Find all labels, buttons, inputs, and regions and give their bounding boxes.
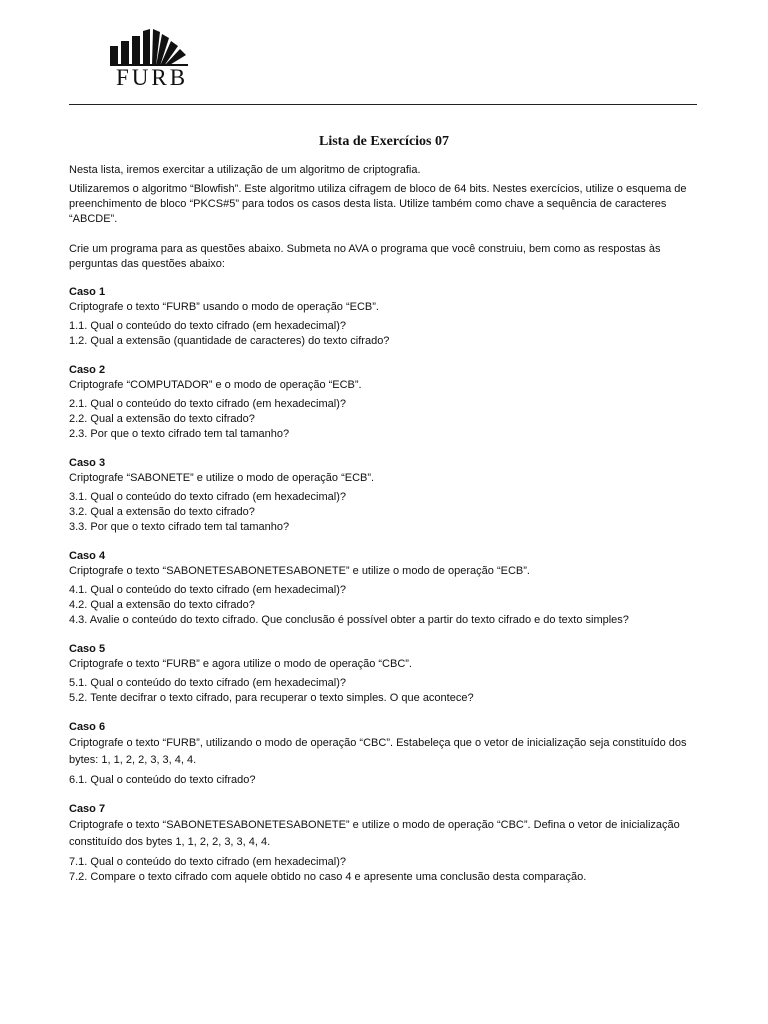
question: 1.1. Qual o conteúdo do texto cifrado (em hexadecimal)? bbox=[69, 320, 346, 332]
case-description: Criptografe “COMPUTADOR” e o modo de operação “ECB”. bbox=[69, 379, 362, 391]
furb-logo bbox=[104, 28, 200, 90]
question: 5.1. Qual o conteúdo do texto cifrado (em hexadecimal)? bbox=[69, 677, 346, 689]
intro-paragraph-3: Crie um programa para as questões abaixo. Submeta no AVA o programa que você construiu, bem como as respostas às perguntas das questões abaixo: bbox=[69, 243, 661, 270]
case-title: Caso 7 bbox=[69, 803, 106, 815]
question: 7.1. Qual o conteúdo do texto cifrado (em hexadecimal)? bbox=[69, 856, 346, 868]
question: 4.1. Qual o conteúdo do texto cifrado (em hexadecimal)? bbox=[69, 584, 346, 596]
question: 5.2. Tente decifrar o texto cifrado, para recuperar o texto simples. O que acontece? bbox=[69, 692, 474, 704]
case-description: Criptografe o texto “FURB” usando o modo de operação “ECB”. bbox=[69, 301, 379, 313]
case-title: Caso 2 bbox=[69, 364, 106, 376]
document-title: Lista de Exercícios 07 bbox=[318, 134, 449, 149]
case-title: Caso 6 bbox=[69, 721, 106, 733]
header-divider bbox=[69, 104, 697, 105]
case-title: Caso 5 bbox=[69, 643, 106, 655]
case-7 bbox=[69, 802, 699, 885]
question: 4.2. Qual a extensão do texto cifrado? bbox=[69, 599, 255, 611]
furb-logo-text: FURB bbox=[115, 65, 189, 90]
case-1 bbox=[69, 285, 699, 349]
case-2 bbox=[69, 363, 699, 442]
question: 1.2. Qual a extensão (quantidade de caracteres) do texto cifrado? bbox=[69, 335, 390, 347]
question: 2.1. Qual o conteúdo do texto cifrado (em hexadecimal)? bbox=[69, 398, 346, 410]
case-description: Criptografe o texto “FURB” e agora utilize o modo de operação “CBC”. bbox=[69, 658, 412, 670]
document-body bbox=[69, 134, 699, 899]
case-6 bbox=[69, 720, 699, 788]
intro-paragraph-2: Utilizaremos o algoritmo “Blowfish”. Este algoritmo utiliza cifragem de bloco de 64 bits. Nestes exercícios, utilize o esquema de preenchimento de bloco “PKCS#5” para todos os casos desta lista. Utilize também como chave a sequência de caracteres “ABCDE”. bbox=[69, 183, 687, 225]
case-5 bbox=[69, 642, 699, 706]
case-description: Criptografe “SABONETE” e utilize o modo de operação “ECB”. bbox=[69, 472, 375, 484]
question: 4.3. Avalie o conteúdo do texto cifrado. Que conclusão é possível obter a partir do texto cifrado e do texto simples? bbox=[69, 614, 629, 626]
question: 6.1. Qual o conteúdo do texto cifrado? bbox=[69, 774, 256, 786]
question: 7.2. Compare o texto cifrado com aquele obtido no caso 4 e apresente uma conclusão desta comparação. bbox=[69, 871, 587, 883]
case-title: Caso 1 bbox=[69, 286, 106, 298]
case-title: Caso 4 bbox=[69, 550, 106, 562]
question: 3.3. Por que o texto cifrado tem tal tamanho? bbox=[69, 521, 290, 533]
case-description: Criptografe o texto “SABONETESABONETESABONETE” e utilize o modo de operação “CBC”. Defina o vetor de inicialização constituído dos bytes 1, 1, 2, 2, 3, 3, 4, 4. bbox=[69, 819, 680, 848]
case-description: Criptografe o texto “FURB”, utilizando o modo de operação “CBC”. Estabeleça que o vetor de inicialização seja constituído dos bytes: 1, 1, 2, 2, 3, 3, 4, 4. bbox=[69, 737, 687, 766]
question: 3.2. Qual a extensão do texto cifrado? bbox=[69, 506, 255, 518]
case-title: Caso 3 bbox=[69, 457, 106, 469]
case-description: Criptografe o texto “SABONETESABONETESABONETE” e utilize o modo de operação “ECB”. bbox=[69, 565, 530, 577]
furb-logo-emblem-icon bbox=[104, 28, 200, 68]
case-4 bbox=[69, 549, 699, 628]
intro-paragraph-1: Nesta lista, iremos exercitar a utilização de um algoritmo de criptografia. bbox=[69, 164, 421, 176]
question: 3.1. Qual o conteúdo do texto cifrado (em hexadecimal)? bbox=[69, 491, 346, 503]
question: 2.2. Qual a extensão do texto cifrado? bbox=[69, 413, 255, 425]
question: 2.3. Por que o texto cifrado tem tal tamanho? bbox=[69, 428, 290, 440]
case-3 bbox=[69, 456, 699, 535]
